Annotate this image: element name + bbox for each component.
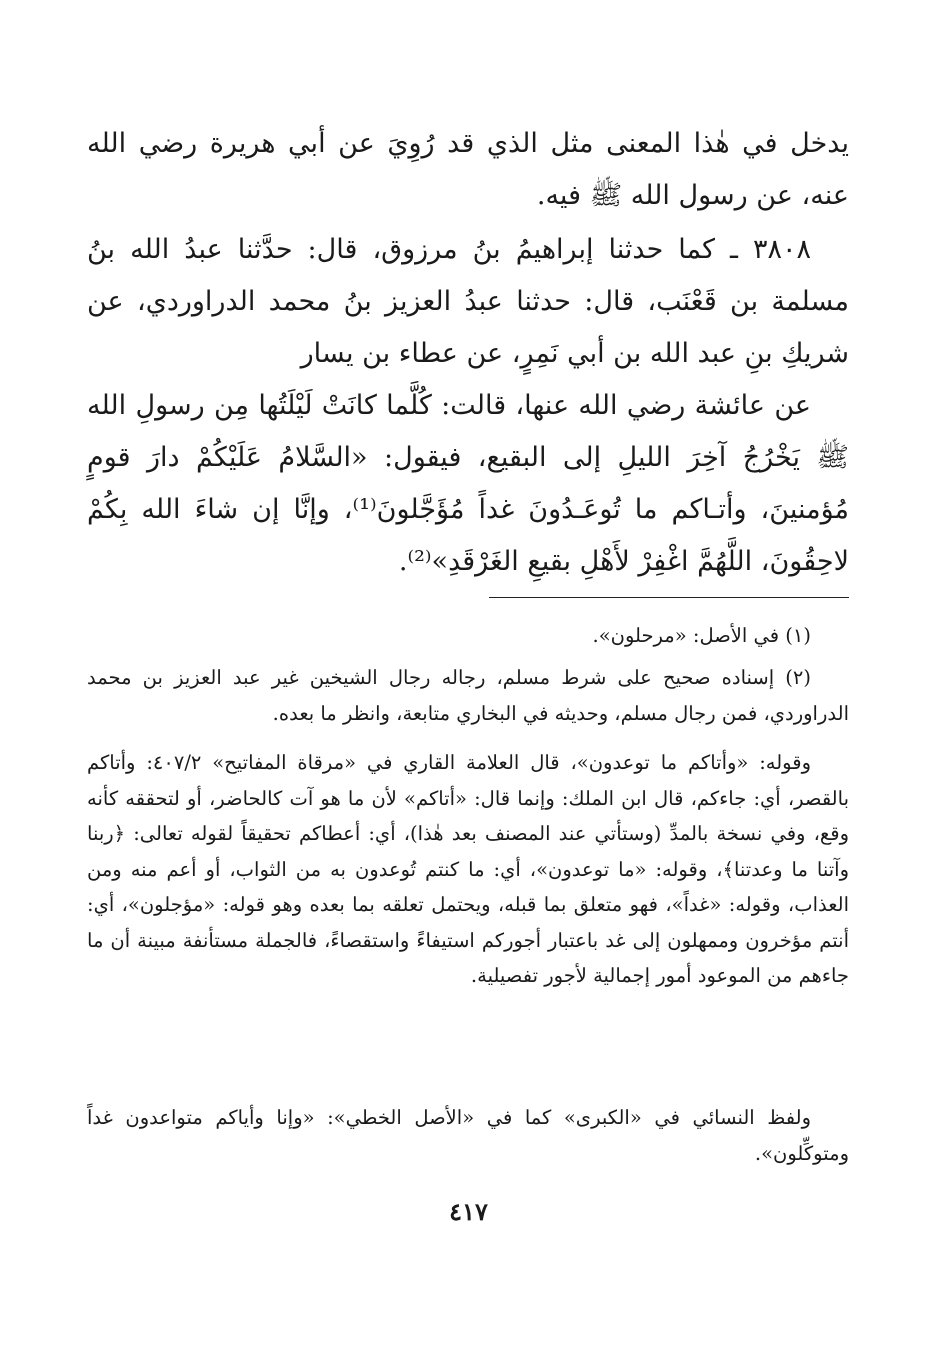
- footnote-separator: [489, 597, 849, 598]
- main-paragraph-intro-text: يدخل في هٰذا المعنى مثل الذي قد رُوِيَ عن أبي هريرة رضي الله عنه، عن رسول الله ﷺ فيه.: [87, 128, 849, 211]
- page-number: ٤١٧: [449, 1197, 488, 1226]
- main-paragraph-hadith: [87, 380, 849, 588]
- footnote-1: [87, 618, 849, 654]
- hadith-matn-text: عن عائشة رضي الله عنها، قالت: كُلَّما كانَتْ لَيْلَتُها مِن رسولِ الله ﷺ يَخْرُجُ آخِرَ الليلِ إلى البقيع، فيقول: «السَّلامُ عَلَيْكُمْ دارَ قومٍ مُؤمنينَ، وأتـاكم ما تُوعَـدُونَ غداً مُؤَجَّلونَ⁽¹⁾، وإنَّا إن شاءَ الله بِكُمْ لاحِقُونَ، اللَّهُمَّ اغْفِرْ لأَهْلِ بقيعِ الغَرْقَدِ»⁽²⁾.: [87, 390, 849, 577]
- footnote-2-text: (٢) إسناده صحيح على شرط مسلم، رجاله رجال الشيخين غير عبد العزيز بن محمد الدراوردي، فمن رجال مسلم، وحديثه في البخاري متابعة، وانظر ما بعده.: [87, 666, 849, 725]
- footnote-1-text: (١) في الأصل: «مرحلون».: [592, 624, 811, 647]
- footnote-2-nasai-text: ولفظ النسائي في «الكبرى» كما في «الأصل الخطي»: «وإنا وأياكم متواعدون غداً ومتوكِّلون».: [87, 1106, 849, 1165]
- footnote-2-nasai: [87, 1100, 849, 1171]
- main-paragraph-intro: [87, 118, 849, 222]
- hadith-chain-text: ٣٨٠٨ ـ كما حدثنا إبراهيمُ بنُ مرزوق، قال: حدَّثنا عبدُ الله بنُ مسلمة بن قَعْنَب، قال: حدثنا عبدُ العزيز بنُ محمد الدراوردي، عن شريكِ بنِ عبد الله بن أبي نَمِرٍ، عن عطاء بن يسار: [87, 234, 849, 369]
- footnote-2-commentary: [87, 745, 849, 994]
- main-paragraph-isnad: [87, 224, 849, 380]
- footnote-2: [87, 660, 849, 731]
- footnote-2-commentary-text: وقوله: «وأتاكم ما توعدون»، قال العلامة القاري في «مرقاة المفاتيح» ٤٠٧/٢: وأتاكم بالقصر، أي: جاءكم، قال ابن الملك: وإنما قال: «أتاكم» لأن ما هو آت كالحاضر، أو لتحققه كأنه وقع، وفي نسخة بالمدِّ (وستأتي عند المصنف بعد هٰذا)، أي: أعطاكم تحقيقاً لقوله تعالى: ﴿ربنا وآتنا ما وعدتنا﴾، وقوله: «ما توعدون»، أي: ما كنتم تُوعدون به من الثواب، أو أعم منه ومن العذاب، وقوله: «غداً»، فهو متعلق بما قبله، ويحتمل تعلقه بما بعده وهو قوله: «مؤجلون»، أي: أنتم مؤخرون وممهلون إلى غد باعتبار أجوركم استيفاءً واستقصاءً، فالجملة مستأنفة مبينة أن ما جاءهم من الموعود أمور إجمالية لأجور تفصيلية.: [87, 751, 849, 987]
